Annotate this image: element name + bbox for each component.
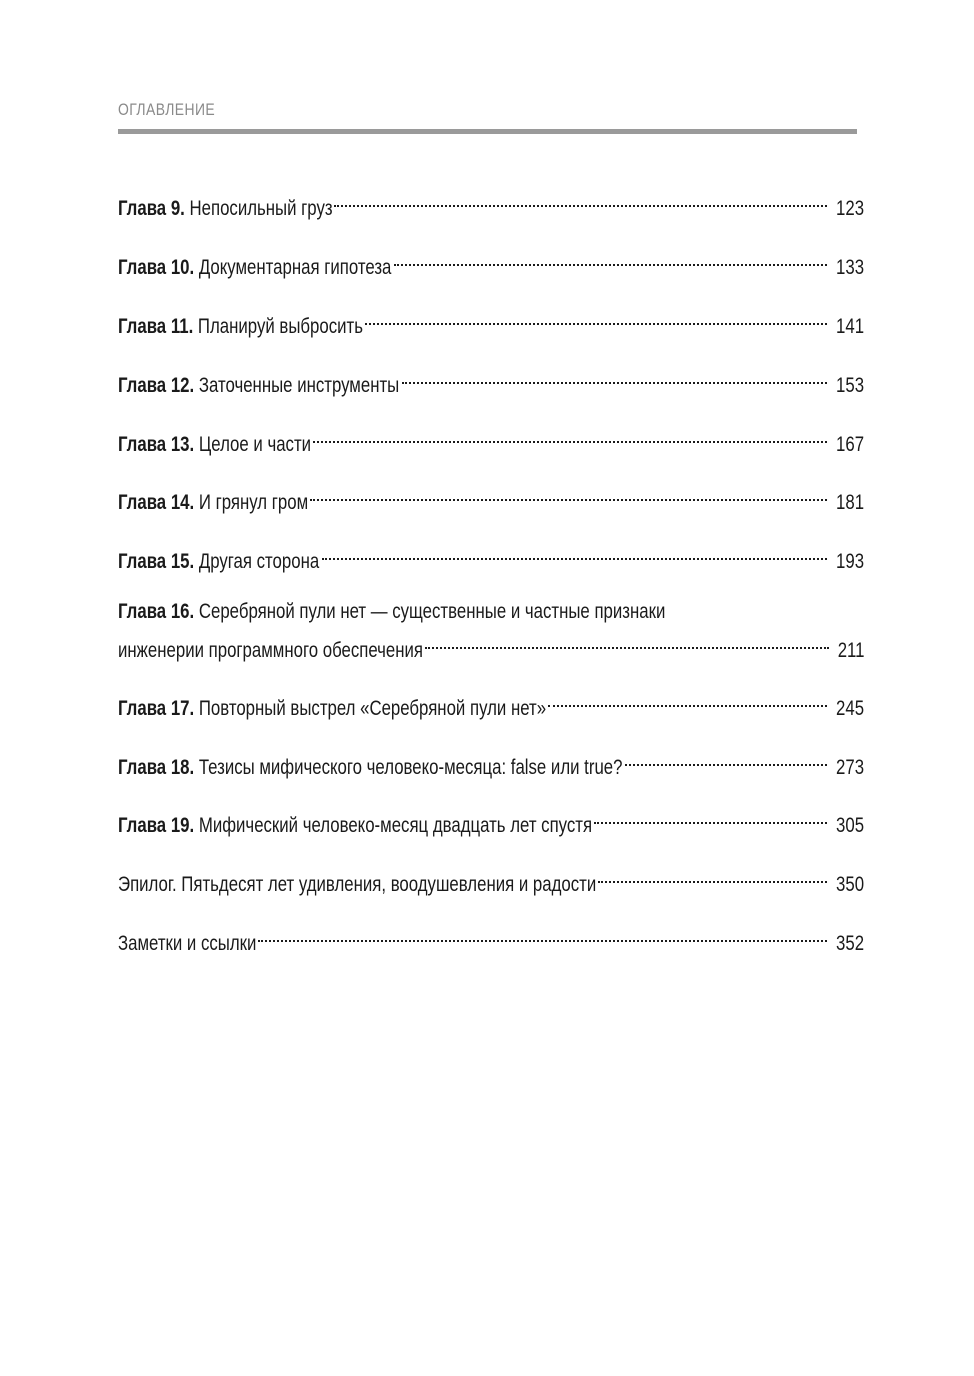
page-number: 123: [836, 197, 865, 220]
toc-entry-epilogue[interactable]: [118, 861, 865, 896]
page-number: 273: [836, 756, 865, 779]
dot-leader: [548, 685, 827, 715]
toc-entry-chapter-10[interactable]: [118, 244, 865, 279]
chapter-title: И грянул гром: [198, 491, 309, 514]
page-number: 305: [836, 814, 865, 837]
dot-leader: [334, 185, 827, 215]
dot-leader: [313, 421, 827, 451]
page-number: 153: [836, 374, 865, 397]
toc-entry-chapter-11[interactable]: [118, 303, 865, 338]
page-number: 141: [836, 315, 865, 338]
chapter-number: Глава 10.: [118, 256, 195, 279]
toc-entry-chapter-14[interactable]: [118, 479, 865, 514]
page-number: 193: [836, 550, 865, 573]
page-number: 245: [836, 697, 865, 720]
entry-title: Эпилог. Пятьдесят лет удивления, воодушевления и радости: [118, 873, 597, 896]
toc-entry-notes[interactable]: [118, 920, 865, 955]
header-rule: [118, 129, 857, 134]
dot-leader: [322, 538, 827, 568]
chapter-number: Глава 15.: [118, 550, 195, 573]
chapter-title: Мифический человеко-месяц двадцать лет спустя: [198, 814, 593, 837]
toc-entry-chapter-18[interactable]: [118, 744, 865, 779]
toc-entry-chapter-12[interactable]: [118, 362, 865, 397]
dot-leader: [402, 362, 827, 392]
chapter-title-continued: инженерии программного обеспечения: [118, 639, 423, 662]
chapter-number: Глава 16.: [118, 600, 195, 623]
chapter-title: Тезисы мифического человеко-месяца: false или true?: [198, 756, 623, 779]
page-number: 167: [836, 433, 865, 456]
chapter-title: Целое и части: [198, 433, 312, 456]
running-head: ОГЛАВЛЕНИЕ: [118, 100, 216, 119]
toc-entry-chapter-9[interactable]: [118, 185, 865, 220]
chapter-number: Глава 13.: [118, 433, 195, 456]
toc-entry-chapter-15[interactable]: [118, 538, 865, 573]
toc-entry-chapter-13[interactable]: [118, 421, 865, 456]
chapter-title: Непосильный груз: [189, 197, 333, 220]
chapter-number: Глава 12.: [118, 374, 195, 397]
toc-entry-chapter-17[interactable]: [118, 685, 865, 720]
page-number: 133: [836, 256, 865, 279]
chapter-title: Планируй выбросить: [197, 315, 363, 338]
chapter-number: Глава 9.: [118, 197, 185, 220]
chapter-number: Глава 14.: [118, 491, 195, 514]
dot-leader: [425, 627, 829, 657]
chapter-number: Глава 19.: [118, 814, 195, 837]
entry-title: Заметки и ссылки: [118, 932, 257, 955]
chapter-title: Серебряной пули нет — существенные и частные признаки: [198, 600, 666, 623]
chapter-number: Глава 18.: [118, 756, 195, 779]
toc-entry-chapter-16[interactable]: [118, 597, 865, 662]
dot-leader: [598, 861, 827, 891]
chapter-title: Другая сторона: [198, 550, 320, 573]
chapter-title: Повторный выстрел «Серебряной пули нет»: [198, 697, 547, 720]
dot-leader: [310, 479, 827, 509]
dot-leader: [394, 244, 827, 274]
page-number: 350: [836, 873, 865, 896]
dot-leader: [365, 303, 827, 333]
dot-leader: [625, 744, 827, 774]
chapter-title: Документарная гипотеза: [198, 256, 392, 279]
toc-entry-chapter-19[interactable]: [118, 802, 865, 837]
chapter-title: Заточенные инструменты: [198, 374, 400, 397]
page-number: 352: [836, 932, 865, 955]
dot-leader: [594, 802, 827, 832]
dot-leader: [258, 920, 827, 950]
chapter-number: Глава 17.: [118, 697, 195, 720]
chapter-number: Глава 11.: [118, 315, 194, 338]
page-number: 211: [837, 639, 865, 662]
page-number: 181: [836, 491, 865, 514]
